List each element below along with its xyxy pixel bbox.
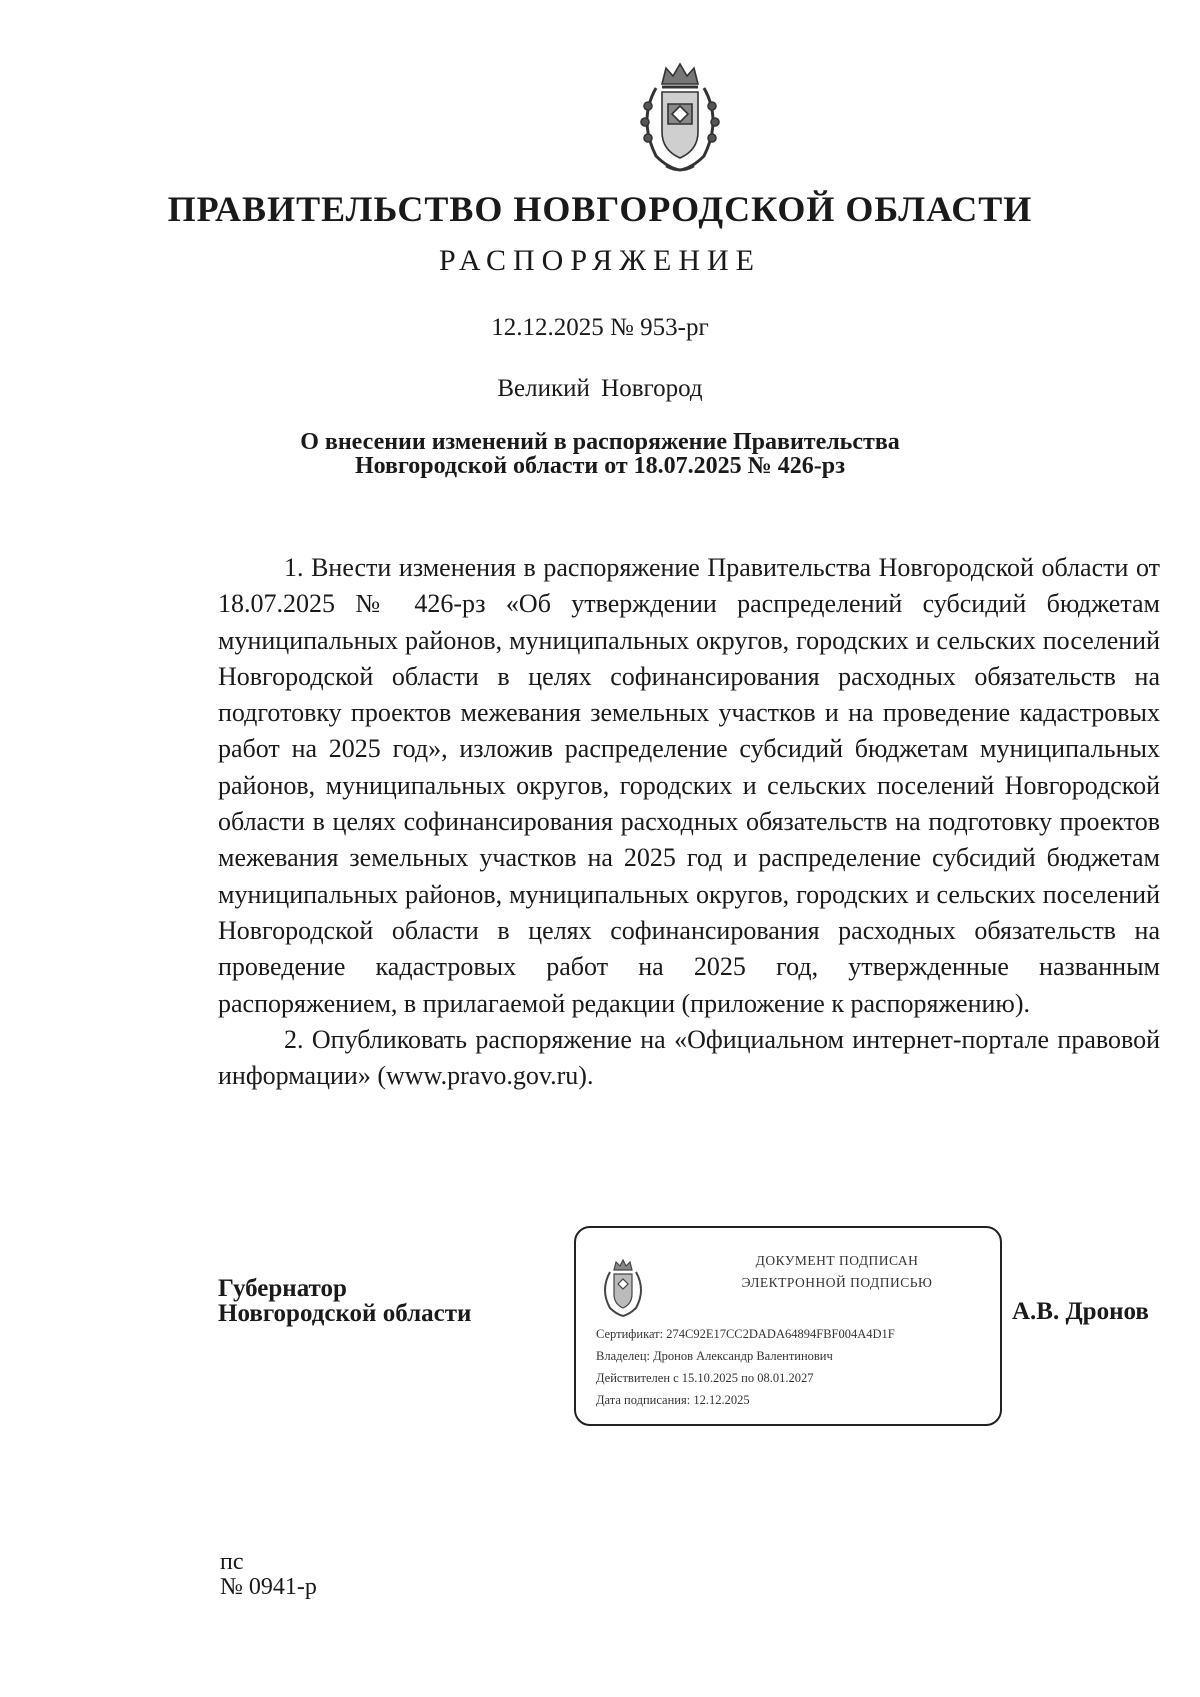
document-body (218, 550, 1160, 1094)
coat-of-arms-icon (632, 58, 728, 176)
coat-of-arms-icon (598, 1258, 648, 1318)
subject-line-1: О внесении изменений в распоряжение Правительства (300, 429, 900, 455)
esign-fields (596, 1323, 895, 1411)
signer-position-line-2: Новгородской области (218, 1300, 472, 1327)
footer-code-line-2: № 0941-р (220, 1574, 317, 1600)
document-type: РАСПОРЯЖЕНИЕ (438, 244, 762, 277)
signer-position (218, 1276, 471, 1326)
signer-position-line-1: Губернатор (218, 1275, 347, 1302)
document-date-number: 12.12.2025 № 953-рг (491, 314, 709, 341)
footer-code-line-1: пс (220, 1549, 244, 1575)
signer-name: А.В. Дронов (1012, 1298, 1149, 1325)
subject-line-2: Новгородской области от 18.07.2025 № 426-рз (354, 453, 846, 479)
body-item-2: 2. Опубликовать распоряжение на «Официальном интернет-портале правовой информации» (www.pravo.gov.ru). (218, 1024, 1160, 1091)
esign-signed-date: Дата подписания: 12.12.2025 (596, 1393, 750, 1407)
electronic-signature-stamp (574, 1226, 1002, 1426)
esign-validity: Действителен с 15.10.2025 по 08.01.2027 (596, 1371, 814, 1385)
document-city: Великий Новгород (497, 375, 703, 402)
document-subject (0, 430, 1200, 478)
government-title: ПРАВИТЕЛЬСТВО НОВГОРОДСКОЙ ОБЛАСТИ (167, 189, 1033, 229)
esign-header-line-2: ЭЛЕКТРОННОЙ ПОДПИСЬЮ (741, 1275, 933, 1290)
esign-certificate: Сертификат: 274C92E17CC2DADA64894FBF004A4D1F (596, 1327, 895, 1341)
footer-code (220, 1550, 317, 1600)
esign-header (672, 1250, 1002, 1294)
esign-header-line-1: ДОКУМЕНТ ПОДПИСАН (755, 1253, 919, 1268)
esign-owner: Владелец: Дронов Александр Валентинович (596, 1349, 833, 1363)
body-item-1: 1. Внести изменения в распоряжение Правительства Новгородской области от 18.07.2025 № 426-рз «Об утверждении распределений субсидий бюджетам муниципальных районов, муниципальных округов, городских и сельских поселений Новгородской области в целях софинансирования расходных обязательств на подготовку проектов межевания земельных участков и на проведение кадастровых работ на 2025 год», изложив распределение субсидий бюджетам муниципальных районов, муниципальных округов, городских и сельских поселений Новгородской области в целях софинансирования расходных обязательств на подготовку проектов межевания земельных участков на 2025 год и распределение субсидий бюджетам муниципальных районов, муниципальных округов, городских и сельских поселений Новгородской области в целях софинансирования расходных обязательств на проведение кадастровых работ на 2025 год, утвержденные названным распоряжением, в прилагаемой редакции (приложение к распоряжению). (218, 553, 1160, 1018)
